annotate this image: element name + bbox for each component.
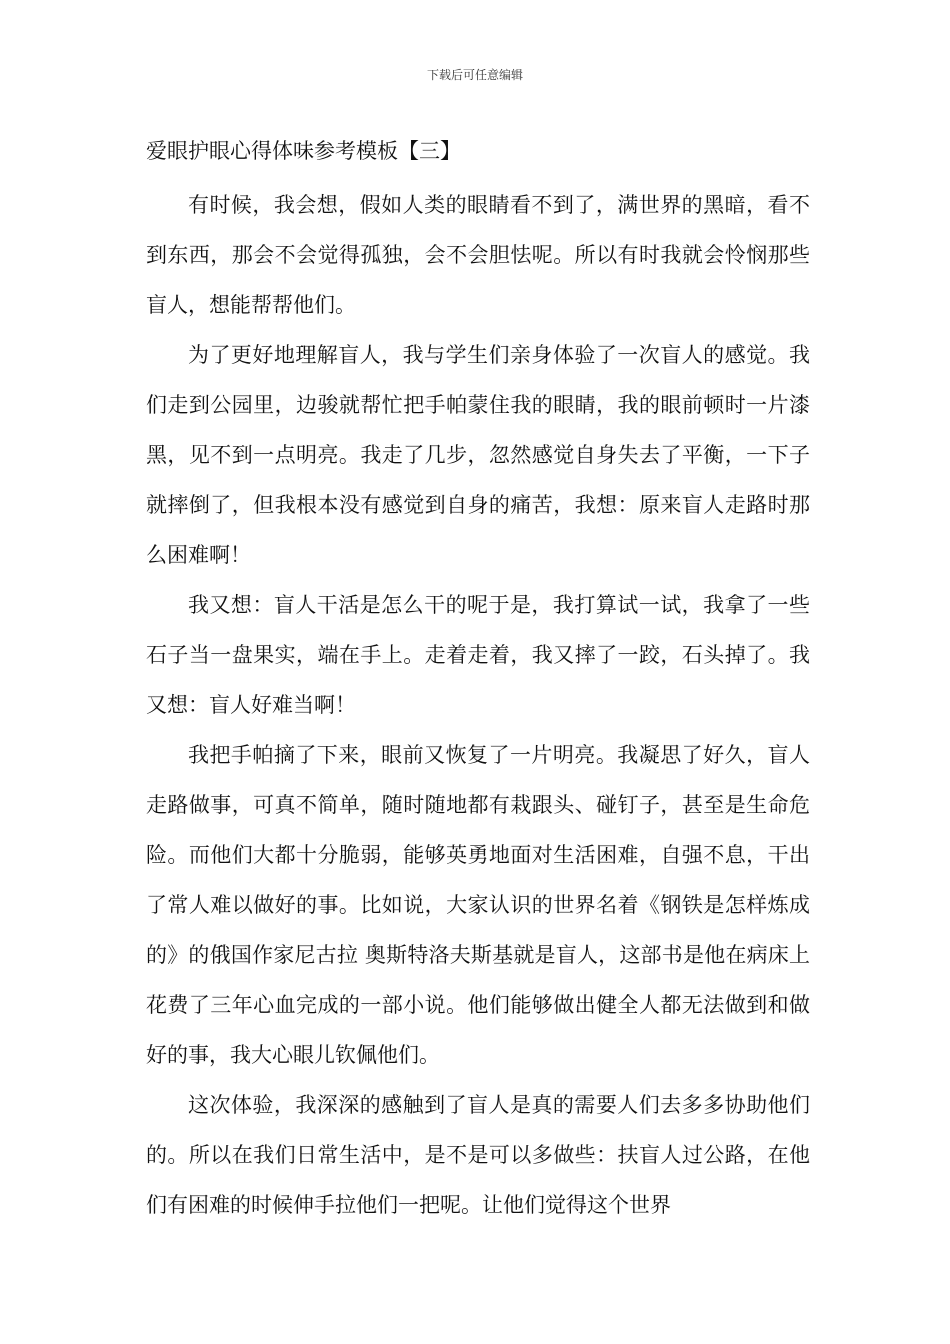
paragraph: 有时候，我会想，假如人类的眼睛看不到了，满世界的黑暗，看不到东西，那会不会觉得孤独，会不会胆怯呢。所以有时我就会怜悯那些盲人，想能帮帮他们。 xyxy=(146,193,810,317)
paragraph: 我又想：盲人干活是怎么干的呢于是，我打算试一试，我拿了一些石子当一盘果实，端在手上。走着走着，我又摔了一跤，石头掉了。我又想：盲人好难当啊！ xyxy=(146,593,810,717)
paragraph: 我把手帕摘了下来，眼前又恢复了一片明亮。我凝思了好久，盲人走路做事，可真不简单，随时随地都有栽跟头、碰钉子，甚至是生命危险。而他们大都十分脆弱，能够英勇地面对生活困难，自强不息，干出了常人难以做好的事。比如说，大家认识的世界名着《钢铁是怎样炼成的》的俄国作家尼古拉 奥斯特洛夫斯基就是盲人，这部书是他在病床上花费了三年心血完成的一部小说。他们能够做出健全人都无法做到和做好的事，我大心眼儿钦佩他们。 xyxy=(146,743,810,1067)
document-body xyxy=(146,130,810,1230)
paragraph: 为了更好地理解盲人，我与学生们亲身体验了一次盲人的感觉。我们走到公园里，边骏就帮忙把手帕蒙住我的眼睛，我的眼前顿时一片漆黑，见不到一点明亮。我走了几步，忽然感觉自身失去了平衡，一下子就摔倒了，但我根本没有感觉到自身的痛苦，我想：原来盲人走路时那么困难啊！ xyxy=(146,343,810,567)
page-header: 下载后可任意编辑 xyxy=(426,68,523,82)
paragraph: 这次体验，我深深的感触到了盲人是真的需要人们去多多协助他们的。所以在我们日常生活中，是不是可以多做些：扶盲人过公路，在他们有困难的时候伸手拉他们一把呢。让他们觉得这个世界 xyxy=(146,1093,810,1217)
document-title: 爱眼护眼心得体味参考模板【三】 xyxy=(146,139,461,163)
